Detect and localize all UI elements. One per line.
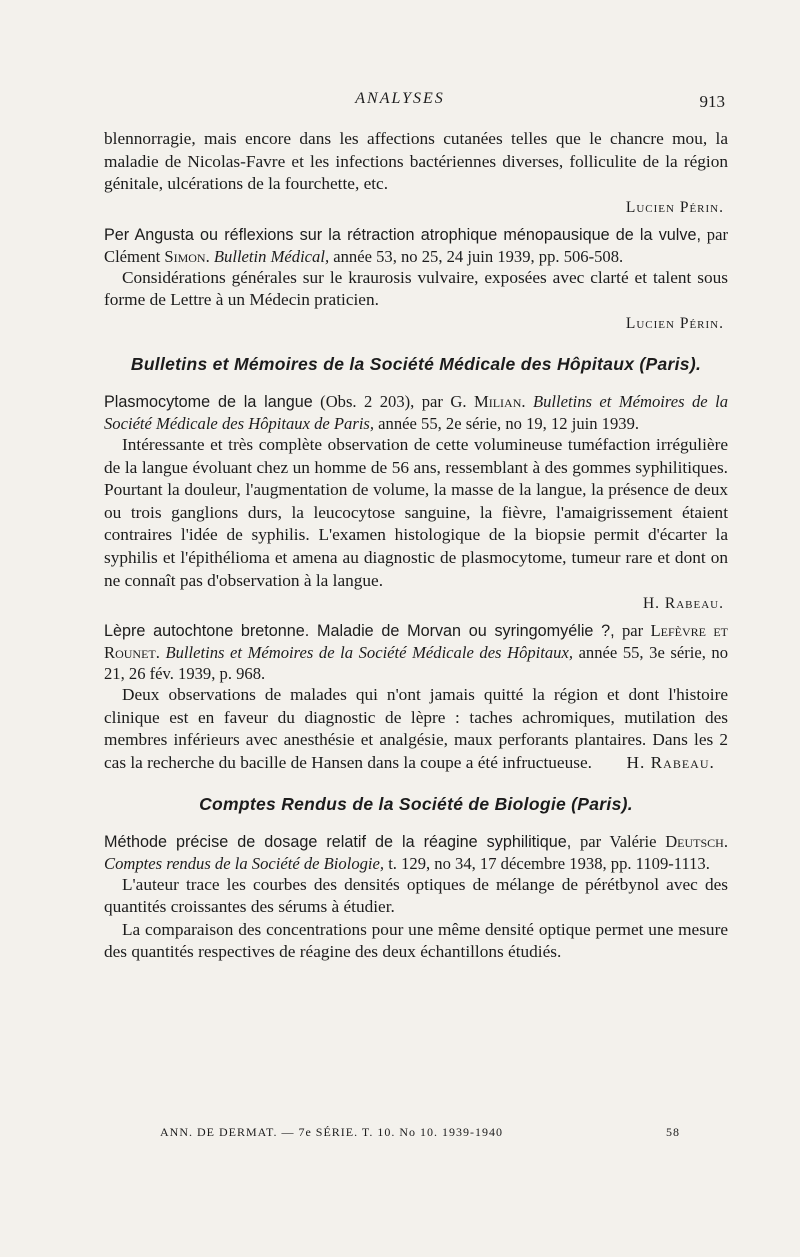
paragraph-text: blennorragie, mais encore dans les affections cutanées telles que le chancre mou, la maladie de Nicolas-Favre et les infections bactériennes diverses, folliculite de la région génitale, ulcérations de la fourchette, etc. [104,129,728,194]
entry-byline: (Obs. 2 203), par G. [312,391,474,411]
signature: Lucien Périn. [625,198,724,216]
footer [160,1125,680,1140]
section-heading: Bulletins et Mémoires de la Société Médicale des Hôpitaux (Paris). [130,353,702,374]
paragraph [104,434,728,592]
author-name: Simon [164,246,206,266]
bibliographic-entry [104,391,728,434]
author-name: Deutsch [665,831,724,851]
entry-separator: . [521,391,533,411]
paragraph-text: La comparaison des concentrations pour une même densité optique permet une mesure des quantités respectives de réagine des deux échantillons étudiés. [104,919,728,962]
running-head-title: ANALYSES [355,90,445,107]
bibliographic-entry [104,224,728,267]
signature: H. Rabeau. [626,752,715,772]
entry-separator: . [205,246,214,266]
footer-page: 58 [666,1125,680,1139]
bibliographic-entry [104,831,728,874]
article-title: Méthode précise de dosage relatif de la réagine syphilitique, [104,832,572,851]
footer-text: ANN. DE DERMAT. — 7e SÉRIE. T. 10. No 10. 1939-1940 [160,1125,503,1139]
paragraph-text: Considérations générales sur le kraurosis vulvaire, exposées avec clarté et talent sous forme de Lettre à un Médecin praticien. [104,267,728,310]
entry-separator: . [155,643,166,663]
entry-reference: année 55, 2e série, no 19, 12 juin 1939. [374,413,640,433]
entry-reference: année 55, 3e série, no 21, 26 fév. 1939, p. 968. [104,643,729,684]
running-head [0,90,800,114]
paragraph [104,128,728,196]
text-column [104,128,728,964]
journal-name: Bulletins et Mémoires de la Société Médicale des Hôpitaux de Paris, [104,391,729,433]
paragraph [104,919,728,964]
bibliographic-entry [104,620,728,684]
page-number: 913 [699,92,725,111]
journal-name: Bulletins et Mémoires de la Société Médicale des Hôpitaux, [165,643,573,663]
signature: H. Rabeau. [642,595,724,613]
paragraph-text: L'auteur trace les courbes des densités optiques de mélange de pérétbynol avec des quantités croissantes des sérums à étudier. [104,874,728,917]
paragraph-text: Intéressante et très complète observation de cette volumineuse tuméfaction irrégulière de la langue évoluant chez un homme de 56 ans, ressemblant à des gommes syphilitiques. Pourtant la douleur, l'augmentation de volume, la masse de la langue, la présence de deux ou trois ganglions durs, la leucocytose sanguine, la fièvre, l'amaigrissement étaient contraires l'idée de syphilis. L'examen histologique de la biopsie permit d'écarter la syphilis et l'épithélioma et amena au diagnostic de plasmocytome, tumeur rare et dont on ne connaît pas d'observation à la langue. [104,434,728,590]
signature: Lucien Périn. [625,314,724,332]
entry-byline: par [614,621,651,641]
paragraph [104,874,728,919]
entry-reference: t. 129, no 34, 17 décembre 1938, pp. 1109-1113. [384,853,710,873]
author-name: Milian [473,391,522,411]
journal-name: Comptes rendus de la Société de Biologie, [104,853,385,873]
article-title: Lèpre autochtone bretonne. Maladie de Morvan ou syringomyélie ?, [104,622,615,641]
entry-separator: . [723,831,728,851]
entry-byline: par Valérie [571,831,666,851]
article-title: Per Angusta ou réflexions sur la rétraction atrophique ménopausique de la vulve, [104,225,701,244]
paragraph [104,684,728,774]
paragraph-text: Deux observations de malades qui n'ont jamais quitté la région et dont l'histoire clinique est en faveur du diagnostic de lèpre : taches achromiques, mutilation des membres inférieurs avec anesthésie et analgésie, maux perforants plantaires. Dans les 2 cas la recherche du bacille de Hansen dans la coupe a été infructueuse. [104,685,728,772]
paragraph [104,267,728,312]
section-heading: Comptes Rendus de la Société de Biologie (Paris). [199,793,633,814]
entry-reference: année 53, no 25, 24 juin 1939, pp. 506-508. [329,246,624,266]
journal-name: Bulletin Médical, [213,246,330,266]
article-title: Plasmocytome de la langue [104,392,313,411]
author-name: Lefèvre et Rounet [104,621,728,663]
entry-byline: par Clément [104,224,728,266]
